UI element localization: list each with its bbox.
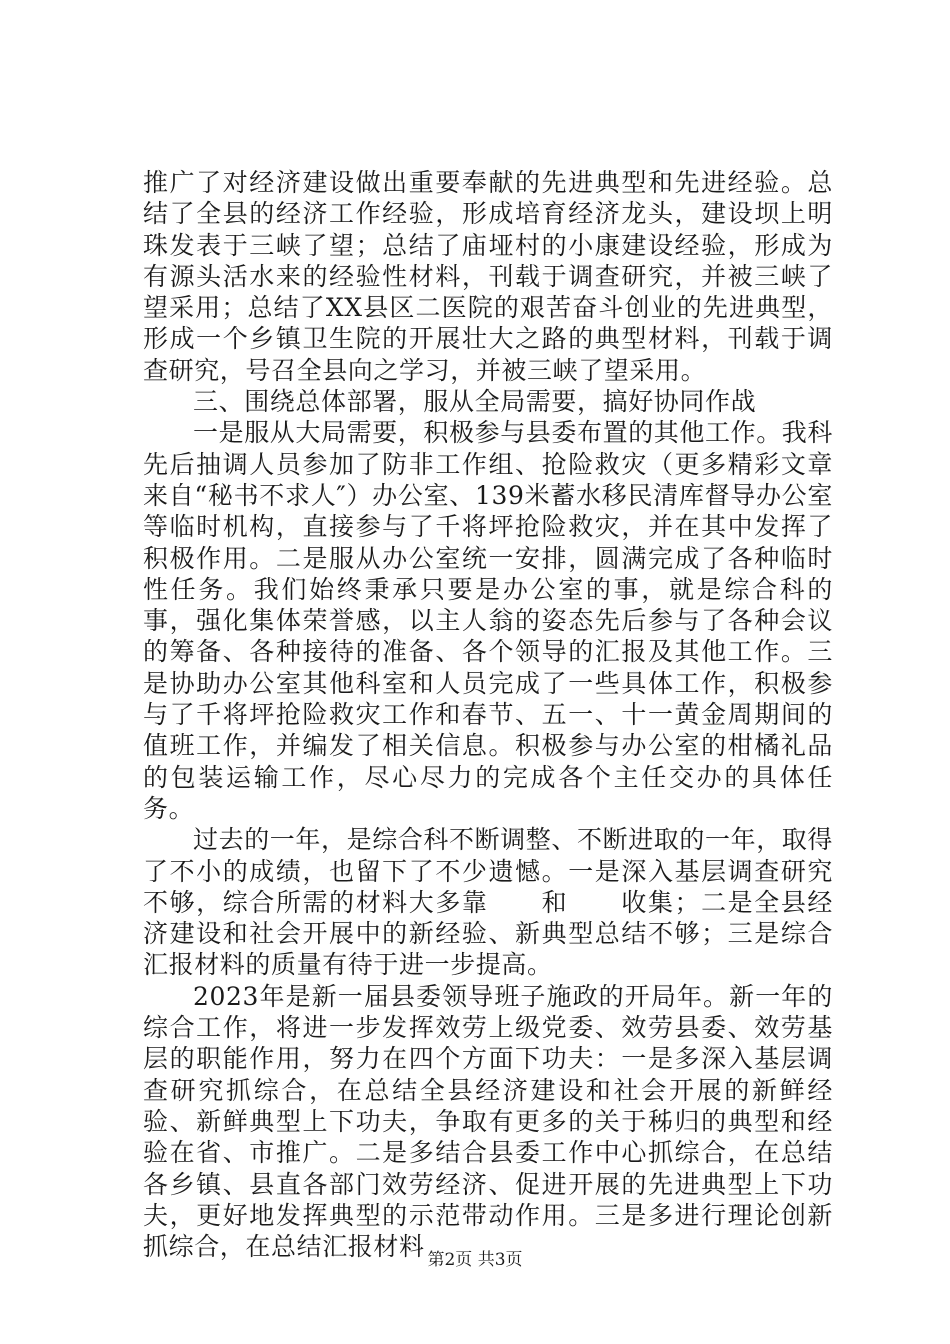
document-body <box>143 167 833 1262</box>
page-footer: 第2页 共3页 <box>427 1250 523 1270</box>
paragraph-4: 2023年是新一届县委领导班子施政的开局年。新一年的综合工作，将进一步发挥效劳上级党委、效劳县委、效劳基层的职能作用，努力在四个方面下功夫：一是多深入基层调查研究抓综合，在总结全县经济建设和社会开展的新鲜经验、新鲜典型上下功夫，争取有更多的关于秭归的典型和经验在省、市推广。二是多结合县委工作中心抓综合，在总结各乡镇、县直各部门效劳经济、促进开展的先进典型上下功夫，更好地发挥典型的示范带动作用。三是多进行理论创新抓综合，在总结汇报材料 <box>143 981 833 1262</box>
paragraph-3: 过去的一年，是综合科不断调整、不断进取的一年，取得了不小的成绩，也留下了不少遗憾。一是深入基层调查研究不够，综合所需的材料大多靠 和 收集；二是全县经济建设和社会开展中的新经验、新典型总结不够；三是综合汇报材料的质量有待于进一步提高。 <box>143 825 834 980</box>
paragraph-2: 一是服从大局需要，积极参与县委布置的其他工作。我科先后抽调人员参加了防非工作组、抢险救灾（更多精彩文章来自“秘书不求人″）办公室、139米蓄水移民清库督导办公室等临时机构，直接参与了千将坪抢险救灾，并在其中发挥了积极作用。二是服从办公室统一安排，圆满完成了各种临时性任务。我们始终秉承只要是办公室的事，就是综合科的事，强化集体荣誉感，以主人翁的姿态先后参与了各种会议的筹备、各种接待的准备、各个领导的汇报及其他工作。三是协助办公室其他科室和人员完成了一些具体工作，积极参与了千将坪抢险救灾工作和春节、五一、十一黄金周期间的值班工作，并编发了相关信息。积极参与办公室的柑橘礼品的包装运输工作，尽心尽力的完成各个主任交办的具体任务。 <box>143 418 834 823</box>
paragraph-1: 推广了对经济建设做出重要奉献的先进典型和先进经验。总结了全县的经济工作经验，形成培育经济龙头，建设坝上明珠发表于三峡了望；总结了庙垭村的小康建设经验，形成为有源头活水来的经验性材料，刊载于调查研究，并被三峡了望采用；总结了XX县区二医院的艰苦奋斗创业的先进典型，形成一个乡镇卫生院的开展壮大之路的典型材料，刊载于调查研究，号召全县向之学习，并被三峡了望采用。 <box>143 168 833 385</box>
section-heading-3: 三、围绕总体部署，服从全局需要，搞好协同作战 <box>193 387 757 417</box>
